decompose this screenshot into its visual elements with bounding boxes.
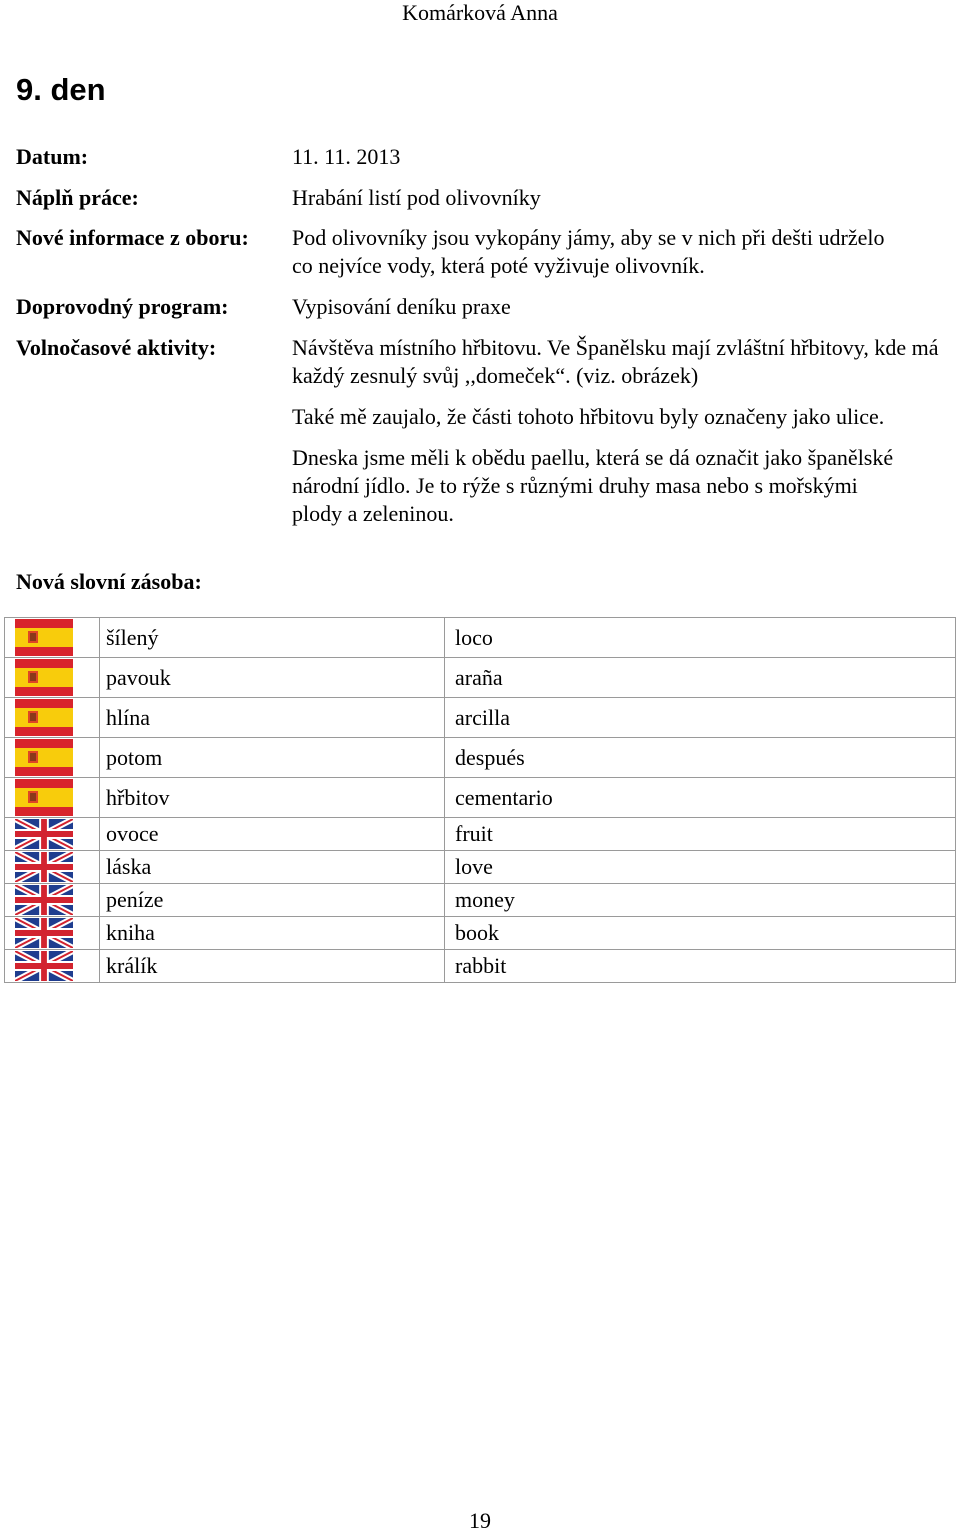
header-author: Komárková Anna [402, 0, 558, 25]
vocab-translation: arcilla [445, 698, 956, 738]
vocab-czech: peníze [100, 884, 445, 917]
vocab-row [5, 950, 956, 983]
uk-flag-icon [5, 950, 100, 983]
vocab-czech: šílený [100, 618, 445, 658]
vocab-row [5, 778, 956, 818]
leisure-text [292, 334, 957, 541]
uk-flag-icon [5, 851, 100, 884]
vocab-czech: pavouk [100, 658, 445, 698]
vocab-translation: fruit [445, 818, 956, 851]
news-label: Nové informace z oboru: [16, 225, 249, 250]
vocab-czech: králík [100, 950, 445, 983]
vocab-translation: rabbit [445, 950, 956, 983]
vocab-row [5, 884, 956, 917]
vocab-row [5, 618, 956, 658]
vocab-translation: cementario [445, 778, 956, 818]
spain-flag-icon [5, 738, 100, 778]
leisure-paragraph: Také mě zaujalo, že části tohoto hřbitovu byly označeny jako ulice. [292, 404, 885, 429]
uk-flag-icon [5, 818, 100, 851]
page-title: 9. den [16, 72, 106, 107]
vocab-table [4, 617, 956, 983]
spain-flag-icon [5, 618, 100, 658]
vocab-czech: hlína [100, 698, 445, 738]
program-value: Vypisování deníku praxe [292, 294, 511, 319]
vocab-row [5, 851, 956, 884]
date-label: Datum: [16, 144, 89, 169]
vocab-row [5, 738, 956, 778]
vocab-czech: kniha [100, 917, 445, 950]
spain-flag-icon [5, 698, 100, 738]
vocab-translation: loco [445, 618, 956, 658]
leisure-paragraph: Dneska jsme měli k obědu paellu, která se dá označit jako španělské národní jídlo. Je to rýže s různými druhy masa nebo s mořskými plody a zeleninou. [292, 445, 894, 526]
work-label: Náplň práce: [16, 185, 139, 210]
leisure-label: Volnočasové aktivity: [16, 335, 217, 360]
uk-flag-icon [5, 884, 100, 917]
vocab-czech: hřbitov [100, 778, 445, 818]
vocab-row [5, 818, 956, 851]
program-label: Doprovodný program: [16, 294, 229, 319]
uk-flag-icon [5, 917, 100, 950]
leisure-paragraph: Návštěva místního hřbitovu. Ve Španělsku mají zvláštní hřbitovy, kde má každý zesnulý svůj ,,domeček“. (viz. obrázek) [292, 335, 939, 388]
vocab-row [5, 658, 956, 698]
vocab-translation: después [445, 738, 956, 778]
vocab-translation: money [445, 884, 956, 917]
vocab-translation: love [445, 851, 956, 884]
vocab-czech: ovoce [100, 818, 445, 851]
date-value: 11. 11. 2013 [292, 144, 401, 169]
vocab-czech: láska [100, 851, 445, 884]
page-number: 19 [469, 1508, 491, 1533]
vocab-czech: potom [100, 738, 445, 778]
work-value: Hrabání listí pod olivovníky [292, 185, 541, 210]
spain-flag-icon [5, 658, 100, 698]
vocab-row [5, 698, 956, 738]
vocab-translation: araña [445, 658, 956, 698]
vocab-row [5, 917, 956, 950]
spain-flag-icon [5, 778, 100, 818]
vocab-label: Nová slovní zásoba: [16, 569, 202, 594]
vocab-translation: book [445, 917, 956, 950]
news-value: Pod olivovníky jsou vykopány jámy, aby se v nich při dešti udrželo co nejvíce vody, která poté vyživuje olivovník. [292, 225, 885, 278]
